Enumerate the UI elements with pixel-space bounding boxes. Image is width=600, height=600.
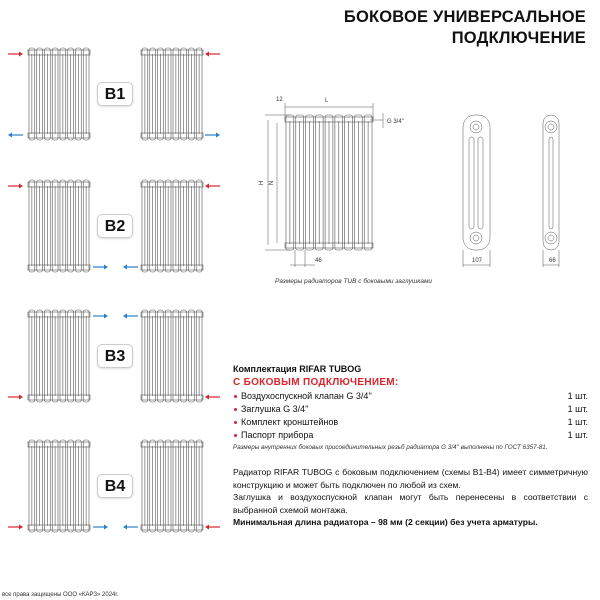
supply-arrow-icon [8,395,23,400]
return-arrow-icon [8,133,23,138]
scheme-label-b2: B2 [97,214,133,238]
supply-arrow-icon [205,184,220,189]
dimension-drawing [255,95,600,275]
scheme-label-b3: B3 [97,344,133,368]
copyright: все права защищены ООО «КАРЗ» 2024г. [2,592,119,598]
radiator-icon [28,440,90,532]
title-line-1: БОКОВОЕ УНИВЕРСАЛЬНОЕ [343,8,586,26]
radiator-icon [285,115,373,250]
return-arrow-icon [123,314,138,319]
kit-heading: Комплектация RIFAR TUBOG [233,364,362,374]
list-item [233,403,588,416]
kit-subheading: С БОКОВЫМ ПОДКЛЮЧЕНИЕМ: [233,377,399,388]
radiator-icon [141,440,203,532]
radiator-icon [141,310,203,402]
radiator-icon [141,48,203,140]
radiator-icon [28,48,90,140]
return-arrow-icon [205,133,220,138]
supply-arrow-icon [8,52,23,57]
dim-depth-side: 66 [549,258,556,264]
item-name: Паспорт прибора [241,430,314,440]
dim-height: H [259,180,266,186]
kit-note: Размеры внутренних боковых присоединительных резьб радиатора G 3/4'' выполнены по ГОСТ 6357-81. [233,444,548,451]
dim-pitch: 46 [315,258,322,264]
dim-top-offset: 12 [276,97,283,103]
item-qty: 1 шт. [567,391,588,401]
radiator-icon [141,180,203,272]
list-item [233,390,588,403]
list-item [233,429,588,442]
radiator-icon [28,310,90,402]
item-qty: 1 шт. [567,404,588,414]
return-arrow-icon [123,525,138,530]
kit-list [233,390,588,442]
dim-thread: G 3/4'' [387,119,404,125]
return-arrow-icon [93,314,108,319]
supply-arrow-icon [205,395,220,400]
return-arrow-icon [93,265,108,270]
return-arrow-icon [93,525,108,530]
item-qty: 1 шт. [567,417,588,427]
supply-arrow-icon [205,525,220,530]
description-p2: Заглушка и воздухоспускной клапан могут быть перенесены в соответствии с выбранной схемой монтажа. [233,492,588,515]
item-name: Комплект кронштейнов [241,417,339,427]
supply-arrow-icon [8,184,23,189]
description [233,466,588,529]
description-p3: Минимальная длина радиатора – 98 мм (2 секции) без учета арматуры. [233,517,538,527]
kit-section [233,364,588,451]
item-name: Воздухоспускной клапан G 3/4'' [241,391,372,401]
description-p1: Радиатор RIFAR TUBOG с боковым подключением (схемы B1-B4) имеет симметричную конструкцию и может быть подключен по любой из схем. [233,467,588,490]
item-qty: 1 шт. [567,430,588,440]
supply-arrow-icon [205,52,220,57]
return-arrow-icon [123,265,138,270]
scheme-label-b1: B1 [97,82,133,106]
supply-arrow-icon [8,525,23,530]
list-item [233,416,588,429]
page-title [344,7,586,49]
item-name: Заглушка G 3/4'' [241,404,309,414]
scheme-label-b4: B4 [97,474,133,498]
dim-length: L [325,98,329,104]
dim-depth-front: 107 [472,258,483,264]
radiator-icon [28,180,90,272]
drawing-caption: Размеры радиаторов TUB с боковыми заглушками [275,278,433,285]
dim-axis: N [269,180,276,186]
title-line-2: ПОДКЛЮЧЕНИЕ [451,29,586,47]
